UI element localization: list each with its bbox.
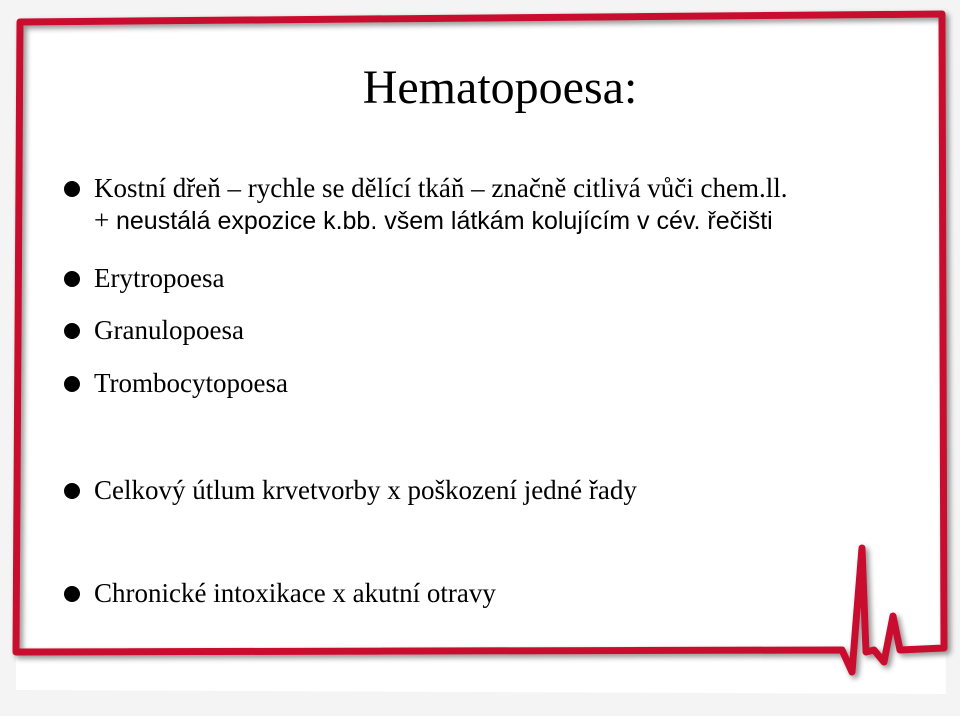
slide-title: Hematopoesa: (362, 61, 638, 114)
bullet-dot-icon (64, 586, 80, 602)
bullet-item-chronicke-intoxikace (64, 577, 496, 609)
bullet-dot-icon (64, 323, 80, 339)
bullet-dot-icon (64, 376, 80, 392)
bullet-item-celkovy-utlum (64, 474, 637, 506)
bullet-text: Chronické intoxikace x akutní otravy (94, 578, 496, 608)
bullet-item-granulopoesa (64, 314, 244, 346)
bullet-item-trombocytopoesa (64, 367, 288, 399)
bullet-continuation-line (94, 204, 788, 237)
bullet-item-bone-marrow (64, 172, 788, 237)
bullet-item-erytropoesa (64, 262, 224, 294)
bullet-dot-icon (64, 271, 80, 287)
bullet-text: Trombocytopoesa (94, 368, 288, 398)
bullet-text: Erytropoesa (94, 263, 225, 293)
bullet-text: Kostní dřeň – rychle se dělící tkáň – značně citlivá vůči chem.ll. (94, 173, 788, 203)
bullet-text: Celkový útlum krvetvorby x poškození jedné řady (94, 475, 637, 505)
bullet-dot-icon (64, 181, 80, 197)
plus-sign: + (94, 205, 116, 235)
bullet-continuation-text: neustálá expozice k.bb. všem látkám kolujícím v cév. řečišti (115, 207, 773, 235)
bullet-text: Granulopoesa (94, 315, 244, 345)
bullet-dot-icon (64, 483, 80, 499)
